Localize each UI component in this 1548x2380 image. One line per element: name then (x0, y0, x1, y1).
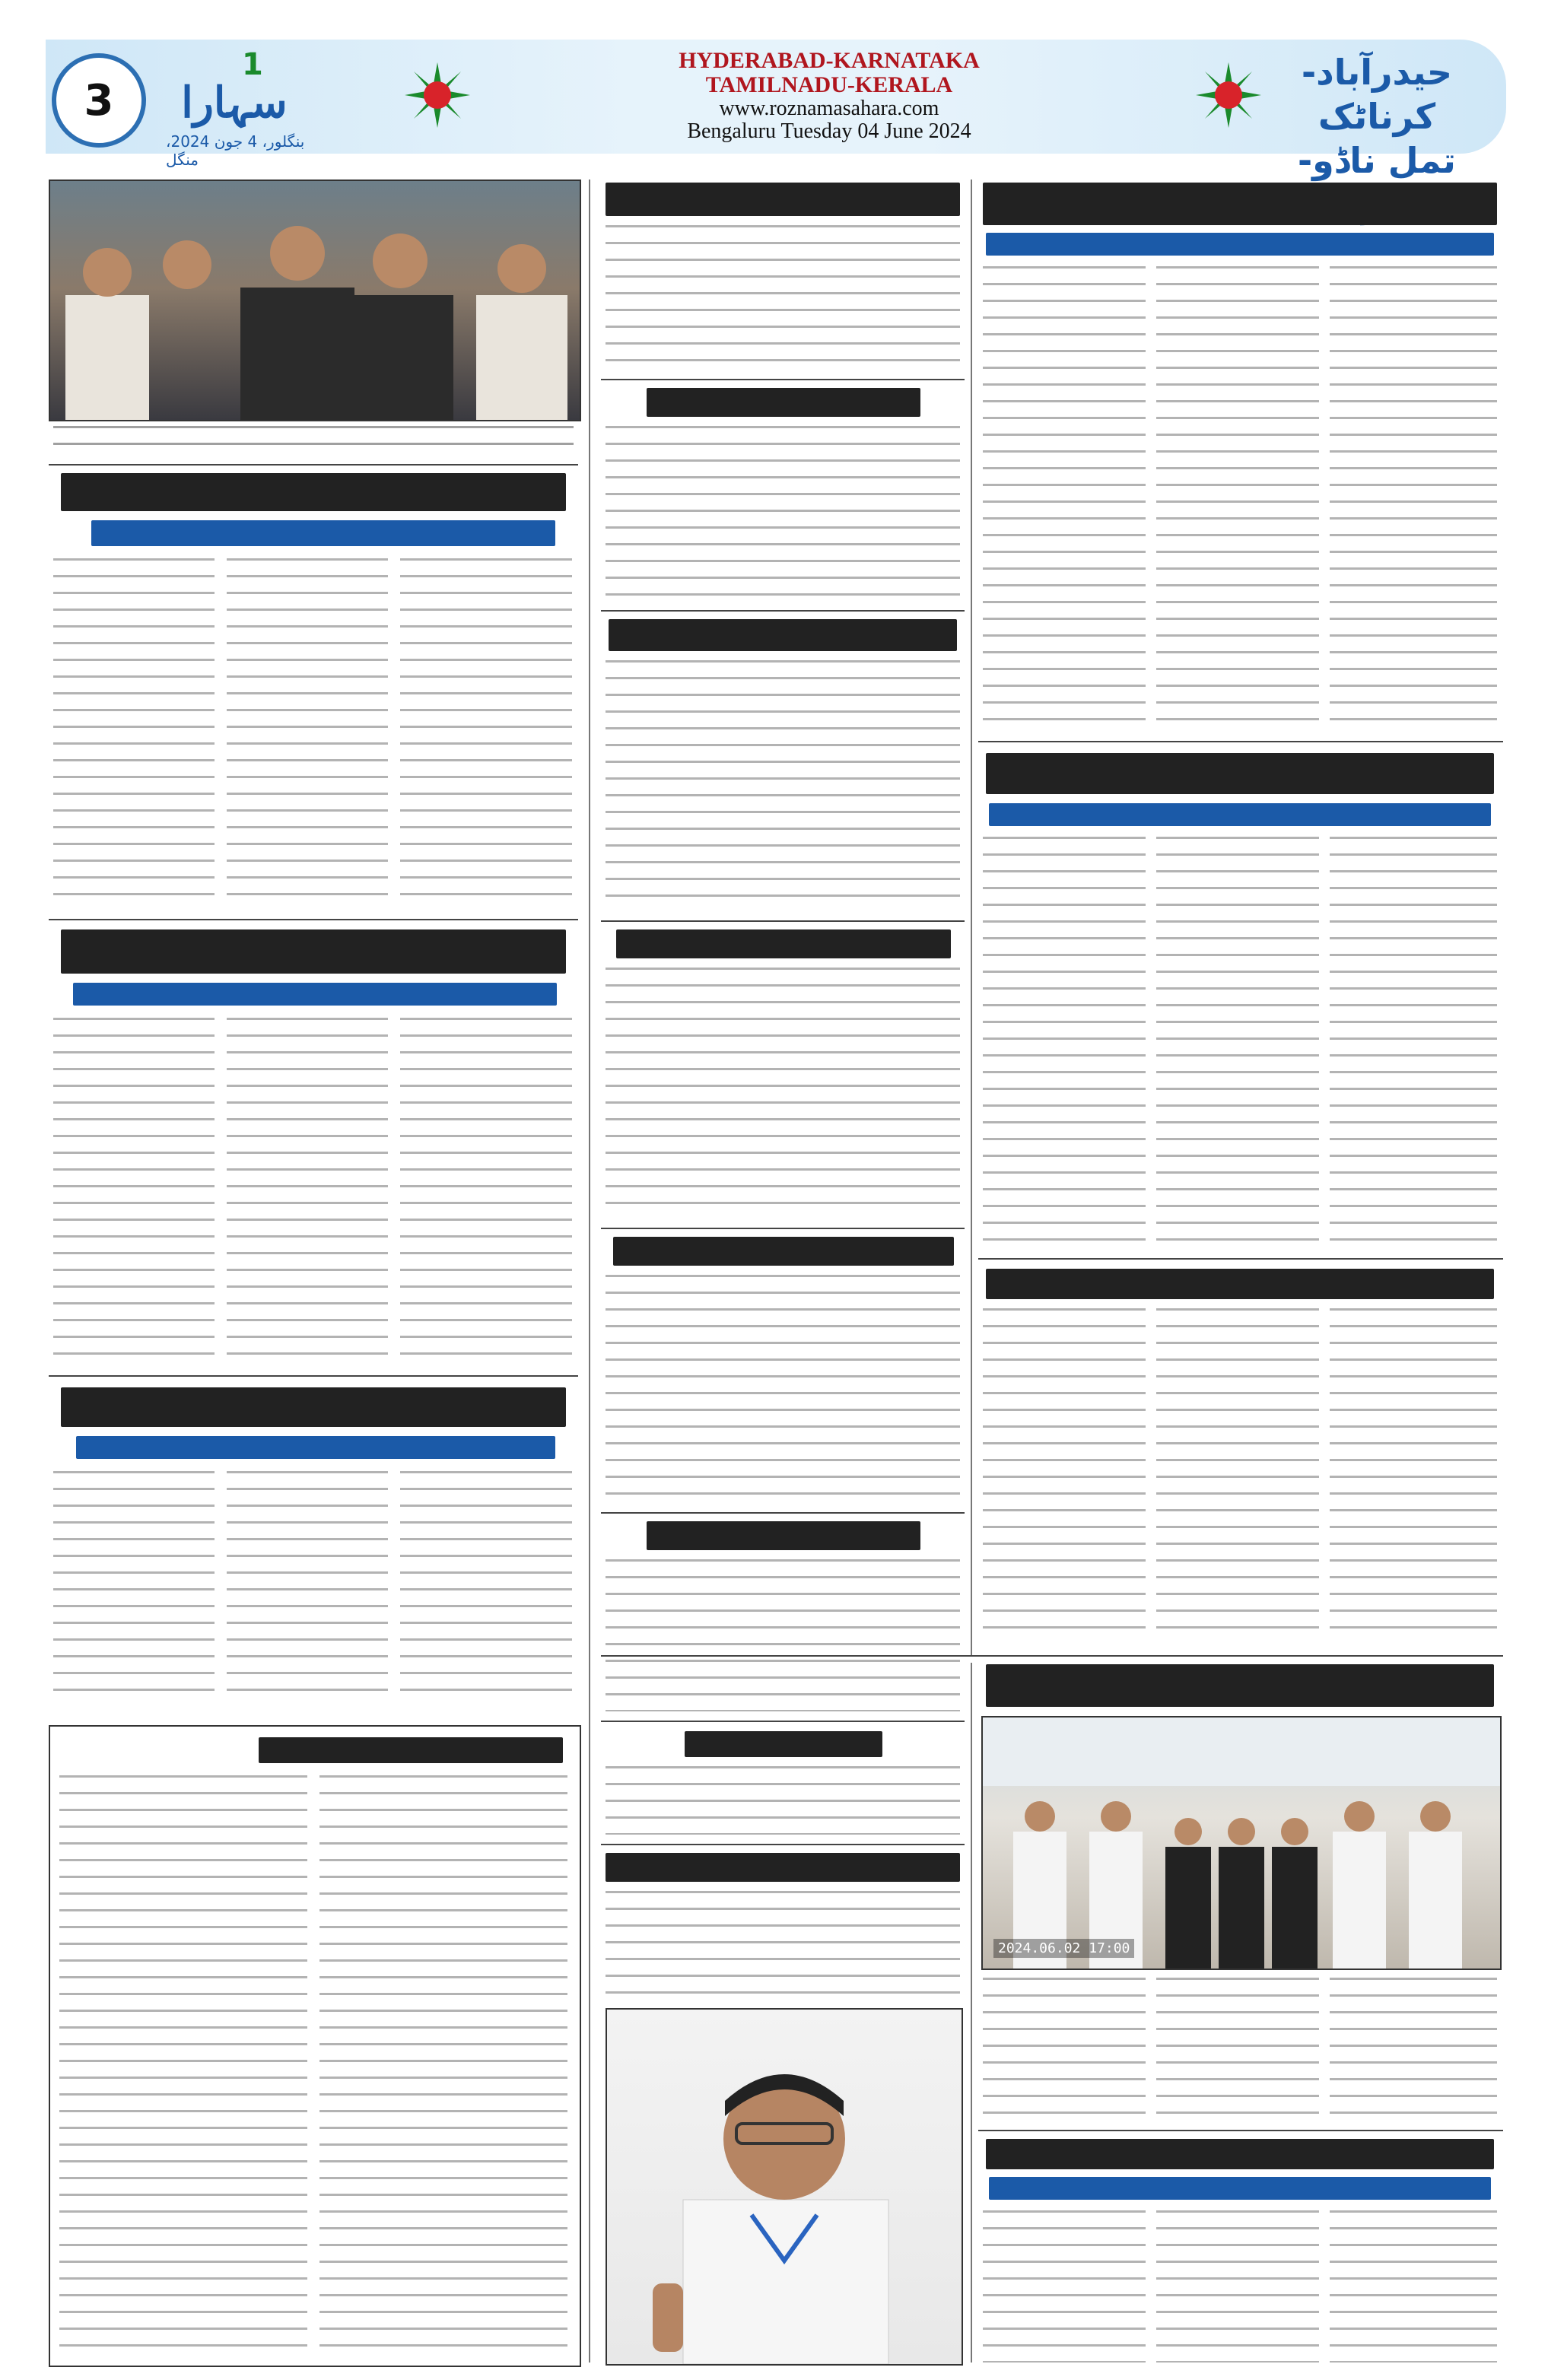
divider (601, 1721, 965, 1722)
article-text-column (1156, 2210, 1319, 2363)
article-headline-cctv-cameras (616, 929, 951, 958)
article-text-column (606, 1275, 960, 1503)
article-headline-quran-verses (61, 473, 566, 511)
article-text-column (59, 1775, 307, 2353)
divider (601, 920, 965, 922)
article-text-column (400, 1018, 572, 1365)
article-text-column (983, 1308, 1146, 1643)
article-text-column (606, 660, 960, 911)
article-subheadline-school-bag (989, 2177, 1491, 2200)
voting-photo-figures (50, 181, 580, 420)
divider (49, 464, 578, 466)
article-text-column (400, 1471, 572, 1699)
edition-line-1: HYDERABAD-KARNATAKA (679, 48, 980, 73)
article-text-column (983, 266, 1146, 730)
regional-title-line-2: تمل ناڈو- (1298, 140, 1456, 181)
regional-title-line-1: حیدرآباد-کرناٹک (1302, 52, 1452, 137)
logo-date: بنگلور، 4 جون 2024، منگل (166, 132, 305, 169)
article-text-column (983, 1978, 1146, 2122)
article-subheadline-quran-verses (91, 520, 555, 546)
article-text-column (1330, 266, 1497, 730)
portrait-figure (607, 2010, 962, 2364)
page-number: 3 (52, 53, 146, 148)
logo-brand: سہارا (181, 78, 288, 128)
voting-photo (49, 180, 581, 421)
article-text-column (227, 1471, 388, 1699)
article-text-column (1330, 1978, 1497, 2122)
article-headline-bala-mal (606, 183, 960, 216)
article-text-column (606, 1891, 960, 1997)
article-text-column (1156, 1978, 1319, 2122)
article-text-column (606, 1766, 960, 1835)
article-text-column (983, 2210, 1146, 2363)
divider (978, 741, 1503, 742)
article-headline-school-bag (986, 2139, 1494, 2169)
divider (601, 1844, 965, 1845)
voting-photo-caption (53, 426, 574, 459)
article-text-column (606, 1559, 960, 1711)
article-text-column (1156, 266, 1319, 730)
article-headline-vote-counting (259, 1737, 563, 1763)
article-text-column (1156, 1308, 1319, 1643)
article-headline-zaheerabad (613, 1237, 954, 1266)
divider (601, 1655, 1503, 1657)
column-divider (971, 180, 972, 1655)
article-text-column (606, 225, 960, 370)
divider (601, 1228, 965, 1229)
article-text-column (53, 558, 215, 908)
article-text-column (53, 1018, 215, 1365)
article-headline-women-prayer (685, 1731, 882, 1757)
column-divider (971, 1663, 972, 2363)
article-headline-separate-state (986, 753, 1494, 794)
divider (601, 1512, 965, 1514)
article-headline-private-travels (61, 1387, 566, 1427)
edition-line-2: TAMILNADU-KERALA (705, 72, 953, 97)
article-text-column (983, 837, 1146, 1247)
article-headline-monsoon (986, 1269, 1494, 1299)
edition-header (487, 49, 1171, 143)
article-headline-collector-martyrs (647, 388, 920, 417)
divider (601, 610, 965, 612)
article-headline-telangana-progress (61, 929, 566, 974)
article-text-column (606, 426, 960, 601)
photo-timestamp: 2024.06.02 17:00 (993, 1939, 1134, 1958)
scholarship-photo (981, 1716, 1502, 1970)
article-text-column (400, 558, 572, 908)
column-divider (589, 180, 590, 2363)
newspaper-logo (151, 47, 318, 169)
article-subheadline-telangana-progress (73, 983, 557, 1006)
logo-anniversary-number: 1 (242, 47, 263, 82)
article-headline-phone-tapping (606, 1853, 960, 1882)
sun-emblem-icon (1194, 61, 1263, 129)
divider (49, 1375, 578, 1377)
article-text-column (1156, 837, 1319, 1247)
article-text-column (606, 968, 960, 1219)
divider (978, 2130, 1503, 2131)
portrait-photo (606, 2008, 963, 2366)
website-link[interactable]: www.roznamasahara.com (719, 97, 939, 120)
article-text-column (319, 1775, 567, 2353)
article-subheadline-lead-telangana (986, 233, 1494, 256)
article-headline-formation-day (609, 619, 957, 651)
article-text-column (227, 1018, 388, 1365)
article-text-column (227, 558, 388, 908)
article-subheadline-private-travels (76, 1436, 555, 1459)
article-subheadline-separate-state (989, 803, 1491, 826)
divider (978, 1258, 1503, 1260)
article-text-column (1330, 837, 1497, 1247)
article-headline-lead-telangana (983, 183, 1497, 225)
scholarship-photo-group (983, 1717, 1500, 1969)
article-text-column (53, 1471, 215, 1699)
divider (49, 919, 578, 920)
article-headline-hospital-negligence (647, 1521, 920, 1550)
article-text-column (1330, 2210, 1497, 2363)
dateline: Bengaluru Tuesday 04 June 2024 (687, 119, 971, 143)
article-headline-scholarship (986, 1664, 1494, 1707)
article-text-column (1330, 1308, 1497, 1643)
sun-emblem-icon (403, 61, 472, 129)
divider (601, 379, 965, 380)
